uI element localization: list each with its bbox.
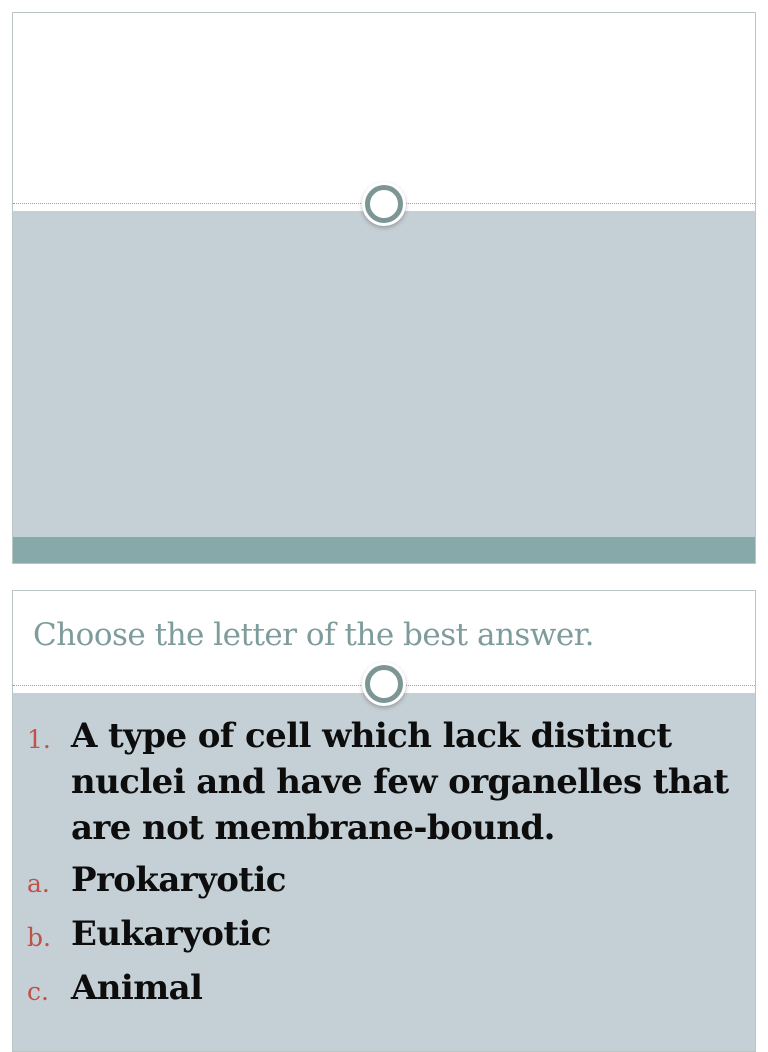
question-item: [27, 713, 745, 851]
question-text: A type of cell which lack distinct nuclei and have few organelles that are not membrane-bound.: [71, 716, 729, 848]
circle-ornament-icon: [365, 665, 403, 703]
choice-letter: c.: [27, 977, 49, 1006]
choice-letter: b.: [27, 923, 51, 952]
choice-text: Animal: [71, 968, 203, 1008]
question-content: [27, 713, 745, 1019]
slide-1: [12, 12, 756, 564]
choice-b[interactable]: [27, 911, 745, 957]
choice-letter: a.: [27, 869, 50, 898]
slide-title: Choose the letter of the best answer.: [33, 617, 594, 653]
choice-text: Prokaryotic: [71, 860, 286, 900]
choice-c[interactable]: [27, 965, 745, 1011]
slide-1-body-area: [13, 211, 755, 563]
circle-ornament-icon: [365, 185, 403, 223]
slide-1-footer-bar: [13, 537, 755, 563]
question-number: 1.: [27, 725, 51, 754]
choice-a[interactable]: [27, 857, 745, 903]
slide-1-title-area: [13, 13, 755, 205]
choice-text: Eukaryotic: [71, 914, 271, 954]
slide-2: [12, 590, 756, 1052]
